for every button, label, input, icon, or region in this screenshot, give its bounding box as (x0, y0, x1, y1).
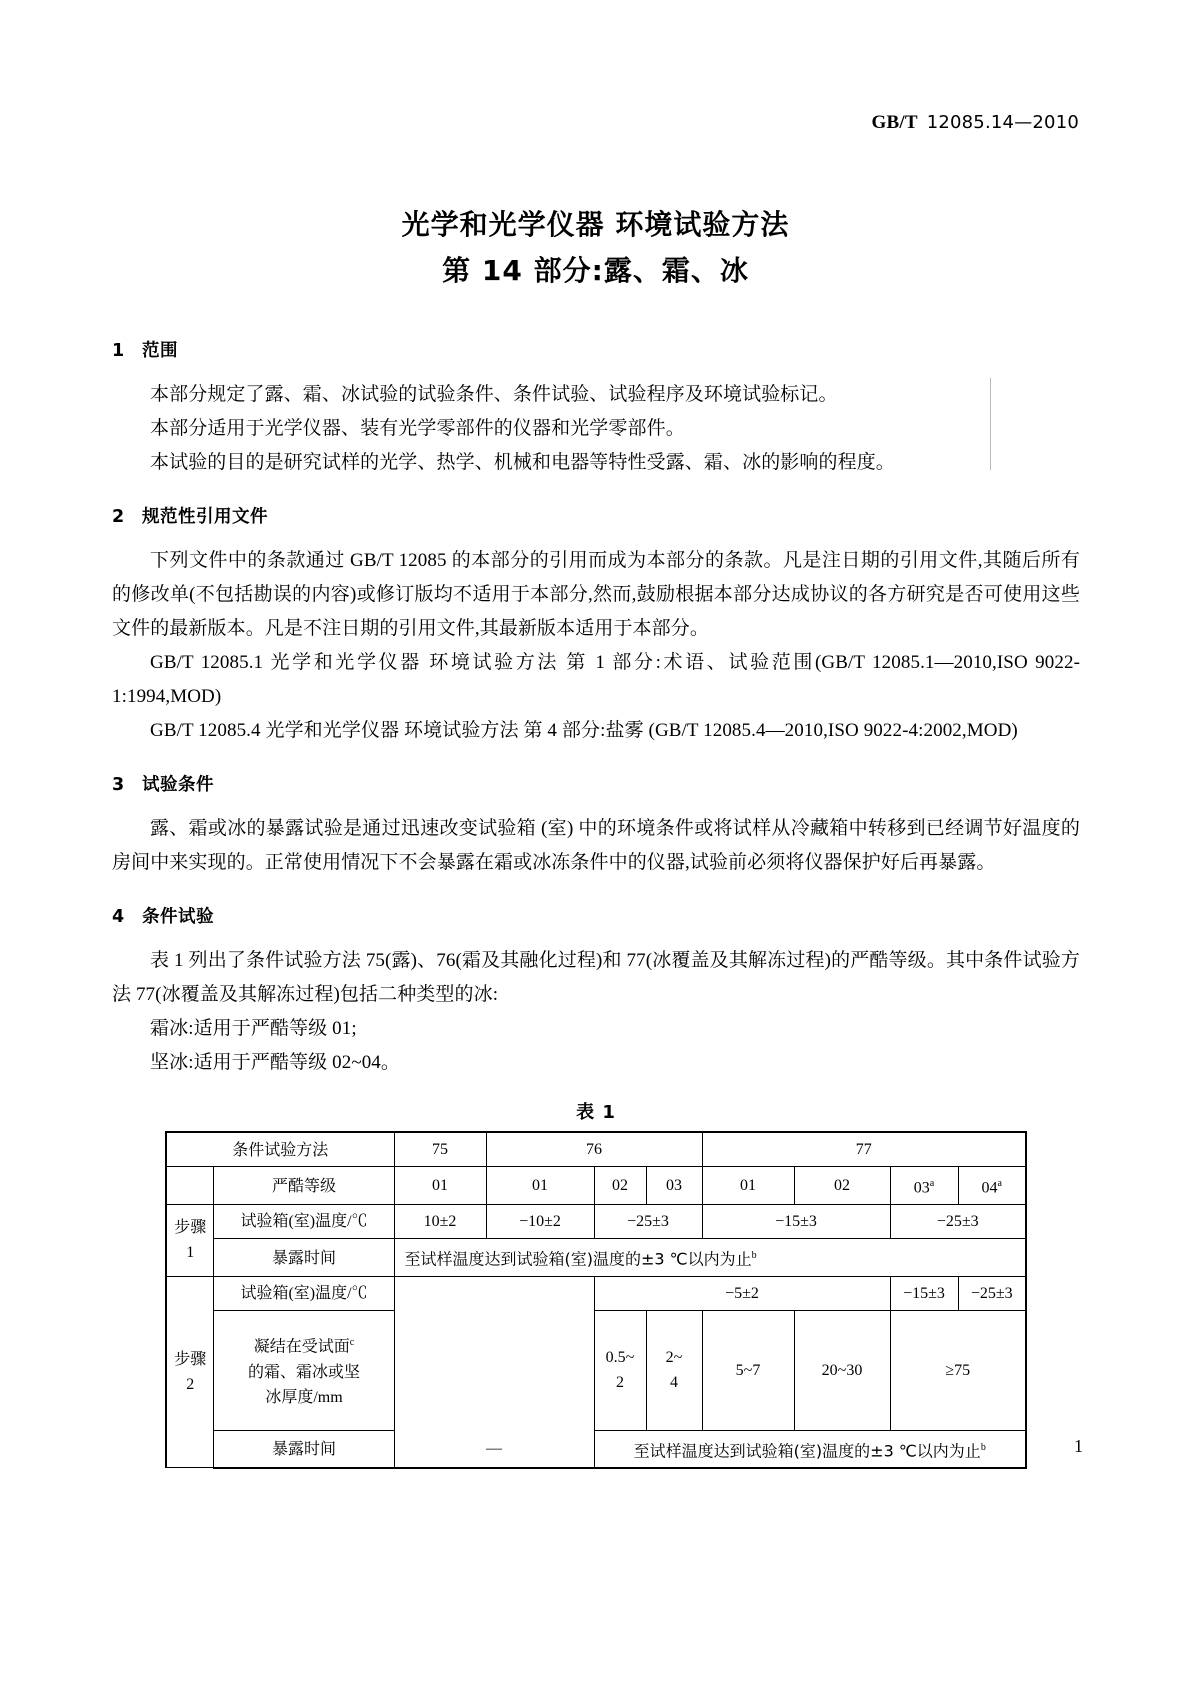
cell-step1-temp-0: 10±2 (394, 1205, 486, 1239)
title-line-1: 光学和光学仪器 环境试验方法 (401, 208, 790, 241)
paragraph: 本部分规定了露、霜、冰试验的试验条件、条件试验、试验程序及环境试验标记。 (150, 384, 838, 405)
section-number-2: 2 (112, 507, 125, 527)
cell-step2-label: 步骤 2 (166, 1276, 214, 1468)
standard-prefix: GB/T (871, 112, 918, 133)
paragraph: GB/T 12085.4 光学和光学仪器 环境试验方法 第 4 部分:盐雾 (GB/T 12085.4—2010,ISO 9022-4:2002,MOD) (150, 720, 1018, 741)
table-row (166, 1239, 1026, 1276)
running-header (871, 112, 1079, 134)
cell-severity-2: 02 (594, 1167, 646, 1205)
section-number-1: 1 (112, 341, 125, 361)
paragraph: 霜冰:适用于严酷等级 01; (150, 1018, 357, 1039)
section-title-4: 条件试验 (142, 907, 214, 927)
cell-dash: — (394, 1430, 594, 1468)
page-number: 1 (1074, 1436, 1083, 1456)
cell-thickness-1: 2~ 4 (646, 1310, 702, 1430)
document-body (112, 336, 1080, 1469)
page-title (0, 202, 1191, 294)
cell-thickness-0: 0.5~ 2 (594, 1310, 646, 1430)
cell-step2-blank (394, 1276, 594, 1430)
section-title-3: 试验条件 (142, 775, 214, 795)
table-row (166, 1205, 1026, 1239)
cell-exposure-label-1: 暴露时间 (214, 1239, 394, 1276)
cell-step2-temp-2: −25±3 (958, 1276, 1026, 1310)
paragraph: 表 1 列出了条件试验方法 75(露)、76(霜及其融化过程)和 77(冰覆盖及其解冻过程)的严酷等级。其中条件试验方法 77(冰覆盖及其解冻过程)包括二种类型的冰: (112, 950, 1080, 1005)
cell-step1-temp-1: −10±2 (486, 1205, 594, 1239)
cell-step2-temp-1: −15±3 (890, 1276, 958, 1310)
table-row (166, 1276, 1026, 1310)
cell-method-76: 76 (486, 1132, 702, 1167)
cell-step2-temp-0: −5±2 (594, 1276, 890, 1310)
cell-exposure-text-1: 至试样温度达到试验箱(室)温度的±3 ℃以内为止$^b$ (394, 1239, 1026, 1276)
cell-exposure-label-2: 暴露时间 (214, 1430, 394, 1468)
cell-method-77: 77 (702, 1132, 1026, 1167)
cell-severity-5: 02 (794, 1167, 890, 1205)
cell-thickness-label: 凝结在受试面$^c$ 的霜、霜冰或坚 冰厚度/mm (214, 1310, 394, 1430)
cell-severity-4: 01 (702, 1167, 794, 1205)
title-line-2: 第 14 部分:露、霜、冰 (442, 254, 749, 287)
paragraph: 下列文件中的条款通过 GB/T 12085 的本部分的引用而成为本部分的条款。凡是注日期的引用文件,其随后所有的修改单(不包括勘误的内容)或修订版均不适用于本部分,然而,鼓励根据本部分达成协议的各方研究是否可使用这些文件的最新版本。凡是不注日期的引用文件,其最新版本适用于本部分。 (112, 550, 1080, 639)
paragraph: 本试验的目的是研究试样的光学、热学、机械和电器等特性受露、霜、冰的影响的程度。 (150, 452, 895, 473)
paragraph: 本部分适用于光学仪器、装有光学零部件的仪器和光学零部件。 (150, 418, 685, 439)
section-heading-2 (112, 502, 1080, 532)
section-heading-4 (112, 902, 1080, 932)
paragraph: GB/T 12085.1 光学和光学仪器 环境试验方法 第 1 部分:术语、试验范围(GB/T 12085.1—2010,ISO 9022-1:1994,MOD) (112, 652, 1080, 707)
section-title-1: 范围 (142, 341, 178, 361)
cell-severity-0: 01 (394, 1167, 486, 1205)
table-row (166, 1132, 1026, 1167)
cell-severity-label: 严酷等级 (214, 1167, 394, 1205)
cell-step1-temp-4: −25±3 (890, 1205, 1026, 1239)
section-title-2: 规范性引用文件 (142, 507, 268, 527)
cell-exposure-text-2: 至试样温度达到试验箱(室)温度的±3 ℃以内为止$^b$ (594, 1430, 1026, 1468)
table-row (166, 1167, 1026, 1205)
section-heading-3 (112, 770, 1080, 800)
cell-step1-temp-3: −15±3 (702, 1205, 890, 1239)
section-number-4: 4 (112, 907, 125, 927)
cell-severity-1: 01 (486, 1167, 594, 1205)
paragraph: 露、霜或冰的暴露试验是通过迅速改变试验箱 (室) 中的环境条件或将试样从冷藏箱中转移到已经调节好温度的房间中来实现的。正常使用情况下不会暴露在霜或冰冻条件中的仪器,试验前必须将仪器保护好后再暴露。 (112, 818, 1080, 873)
cell-chamber-temp-label-2: 试验箱(室)温度/℃ (214, 1276, 394, 1310)
table-row (166, 1310, 1026, 1430)
cell-method-75: 75 (394, 1132, 486, 1167)
cell-severity-6: 03$^a$ (890, 1167, 958, 1205)
standard-number: 12085.14—2010 (926, 112, 1079, 133)
cell-step1-temp-2: −25±3 (594, 1205, 702, 1239)
table-caption: 表 1 (576, 1102, 616, 1123)
cell-severity-7: 04$^a$ (958, 1167, 1026, 1205)
cell-thickness-4: ≥75 (890, 1310, 1026, 1430)
cell-method-label: 条件试验方法 (166, 1132, 394, 1167)
table-severity-levels (165, 1131, 1027, 1469)
section-heading-1 (112, 336, 1080, 366)
cell-thickness-2: 5~7 (702, 1310, 794, 1430)
cell-spacer (166, 1167, 214, 1205)
cell-chamber-temp-label-1: 试验箱(室)温度/℃ (214, 1205, 394, 1239)
paragraph: 坚冰:适用于严酷等级 02~04。 (150, 1052, 401, 1073)
cell-thickness-3: 20~30 (794, 1310, 890, 1430)
cell-step1-label: 步骤 1 (166, 1205, 214, 1276)
cell-severity-3: 03 (646, 1167, 702, 1205)
section-number-3: 3 (112, 775, 125, 795)
table-row (166, 1430, 1026, 1468)
